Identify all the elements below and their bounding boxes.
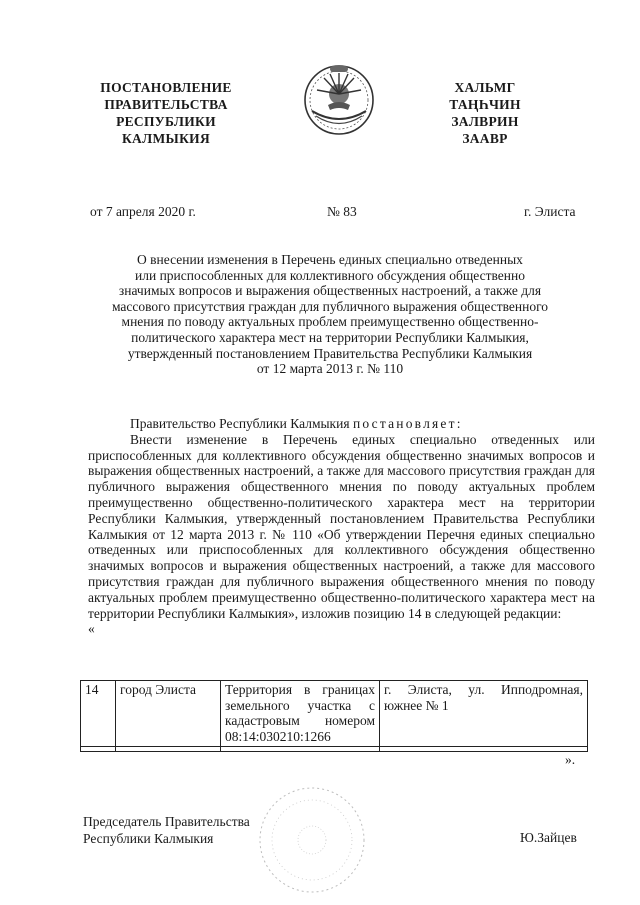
cell-position-number: 14 [81, 681, 116, 747]
cell-address: г. Элиста, ул. Ипподромная, южнее № 1 [380, 681, 588, 747]
header-russian-line: КАЛМЫКИЯ [121, 131, 211, 146]
header-russian-line: РЕСПУБЛИКИ [116, 114, 216, 129]
title-line: О внесении изменения в Перечень единых специально отведенных [137, 252, 523, 267]
title-line: от 12 марта 2013 г. № 110 [256, 361, 404, 377]
table-row-spacer [81, 747, 588, 752]
signatory-name: Ю.Зайцев [520, 830, 577, 845]
title-line: значимых вопросов и выражения общественных настроений, а также для [118, 283, 542, 299]
header-kalmyk [430, 79, 540, 147]
intro-verb: постановляет: [352, 416, 463, 431]
title-line: или приспособленных для коллективного обсуждения общественно [135, 267, 525, 283]
title-line: мнения по поводу актуальных проблем преимущественно общественно- [121, 314, 539, 330]
document-number: № 83 [327, 204, 357, 219]
header-kalmyk-line: ТАҢҺЧИН [449, 97, 521, 112]
table-row [81, 681, 588, 747]
document-body [88, 416, 595, 637]
signatory-title [83, 813, 250, 847]
document-date: от 7 апреля 2020 г. [90, 204, 196, 219]
resolution-intro [88, 416, 595, 432]
quote-close-mark: ». [565, 752, 576, 767]
cell-territory: Территория в границах земельного участка с кадастровым номером 08:14:030210:1266 [221, 681, 380, 747]
header-russian-line: ПРАВИТЕЛЬСТВА [104, 97, 228, 112]
cell-city: город Элиста [116, 681, 221, 747]
header-kalmyk-line: ЗААВР [462, 131, 508, 146]
title-line: утвержденный постановлением Правительства Республики Калмыкия [127, 345, 533, 361]
document-title [70, 252, 590, 377]
title-line: массового присутствия граждан для публичного выражения общественного [111, 298, 549, 314]
official-seal-stamp [232, 770, 392, 900]
quote-open-mark: « [88, 621, 95, 637]
title-line: политического характера мест на территории Республики Калмыкия, [131, 329, 529, 345]
header-russian [76, 79, 256, 147]
coat-of-arms-emblem [302, 63, 376, 137]
document-city: г. Элиста [524, 204, 576, 219]
resolution-text: Внести изменение в Перечень единых специально отведенных или приспособленных для коллективного обсуждения общественно значимых вопросов и выражения общественных настроений, а также для массового присутствия граждан для публичного выражения общественного мнения по поводу актуальных проблем преимущественно общественно-политического характера мест на территории Республики Калмыкия, утвержденный постановлением Правительства Республики Калмыкия от 12 марта 2013 г. № 110 «Об утверждении Перечня единых специально отведенных или приспособленных для коллективного обсуждения общественно значимых вопросов и выражения общественных настроений, а также для массового присутствия граждан для публичного выражения общественного мнения по поводу актуальных проблем преимущественно общественно-политического характера мест на территории Республики Калмыкия», изложив позицию 14 в следующей редакции: [88, 431, 595, 621]
header-kalmyk-line: ХАЛЬМГ [454, 80, 516, 95]
intro-subject: Правительство Республики Калмыкия [130, 416, 350, 431]
signatory-title-line: Председатель Правительства [83, 814, 250, 829]
header-kalmyk-line: ЗАЛВРИН [451, 114, 519, 129]
position-table [80, 680, 588, 752]
signatory-title-line: Республики Калмыкия [83, 831, 214, 846]
header-russian-line: ПОСТАНОВЛЕНИЕ [100, 80, 232, 95]
